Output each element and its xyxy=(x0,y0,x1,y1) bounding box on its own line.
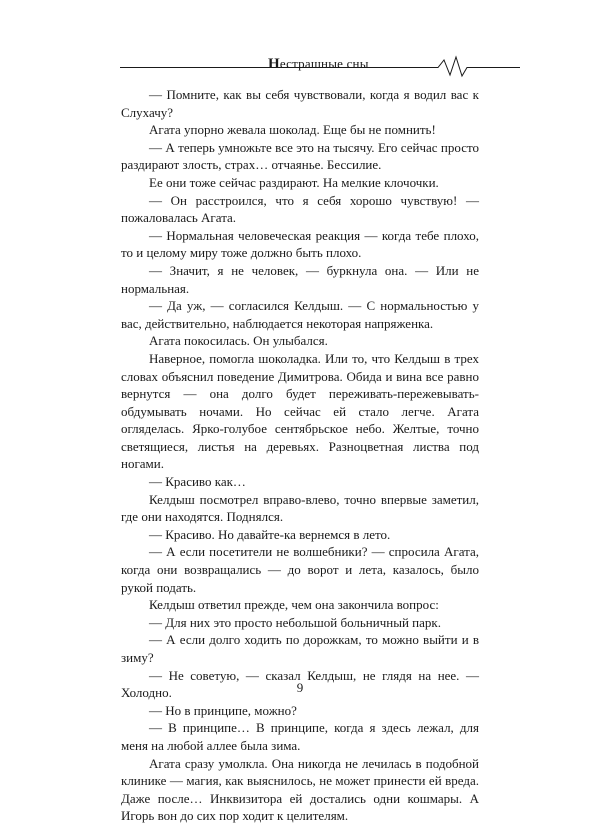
page-number: 9 xyxy=(296,680,304,695)
paragraph: — Значит, я не человек, — буркнула она. — Или не нормальная. xyxy=(121,262,479,296)
running-title-rest: естрашные сны xyxy=(279,56,369,71)
paragraph: Келдыш посмотрел вправо-влево, точно впервые заметил, где они находятся. Поднялся. xyxy=(121,491,479,525)
paragraph: — Красиво как… xyxy=(149,474,246,490)
running-header xyxy=(120,54,520,84)
paragraph: — Для них это просто небольшой больничный парк. xyxy=(149,614,441,630)
paragraph: — Красиво. Но давайте-ка вернемся в лето. xyxy=(149,526,391,542)
paragraph: — Но в принципе, можно? xyxy=(149,702,297,718)
paragraph: — Нормальная человеческая реакция — когда тебе плохо, то и целому миру тоже должно быть плохо. xyxy=(121,227,479,261)
paragraph: — Он расстроился, что я себя хорошо чувствую! — пожаловалась Агата. xyxy=(121,192,479,226)
running-title-initial: Н xyxy=(268,56,280,72)
paragraph: Келдыш ответил прежде, чем она закончила вопрос: xyxy=(149,597,439,613)
running-title xyxy=(268,56,369,73)
paragraph: Агата упорно жевала шоколад. Еще бы не помнить! xyxy=(149,122,436,138)
paragraph: — А теперь умножьте все это на тысячу. Его сейчас просто раздирают злость, страх… отчаянье. Бессилие. xyxy=(121,139,479,173)
paragraph: Ее они тоже сейчас раздирают. На мелкие клочочки. xyxy=(149,174,439,190)
paragraph: — Да уж, — согласился Келдыш. — С нормальностью у вас, действительно, наблюдается некоторая напряженка. xyxy=(121,298,479,331)
paragraph: — А если долго ходить по дорожкам, то можно выйти и в зиму? xyxy=(121,632,479,665)
paragraph: — Помните, как вы себя чувствовали, когда я водил вас к Слухачу? xyxy=(121,87,479,120)
paragraph: Наверное, помогла шоколадка. Или то, что Келдыш в трех словах объяснил поведение Димитрова. Обида и вина все равно вернутся — она долго будет переживать-пережевывать-обдумывать ночами. Но сейчас ей стало легче. Агата огляделась. Ярко-голубое сентябрьское небо. Желтые, точно светящиеся, листья на деревьях. Разноцветная листва под ногами. xyxy=(121,350,479,472)
paragraph: Агата сразу умолкла. Она никогда не лечилась в подобной клинике — магия, как выяснилось, не может принести ей вреда. Даже после… Инквизитора ей достались одни кошмары. А Игорь вон до сих пор ходит к целителям. xyxy=(121,755,479,824)
paragraph: — А если посетители не волшебники? — спросила Агата, когда они возвращались — до ворот и лета, казалось, было рукой подать. xyxy=(121,544,479,595)
paragraph: — Не советую, — сказал Келдыш, не глядя на нее. — Холодно. xyxy=(121,667,479,701)
paragraph: Агата покосилась. Он улыбался. xyxy=(149,333,328,349)
paragraph: — В принципе… В принципе, когда я здесь лежал, для меня на любой аллее была зима. xyxy=(121,720,479,753)
body-text xyxy=(121,86,479,825)
